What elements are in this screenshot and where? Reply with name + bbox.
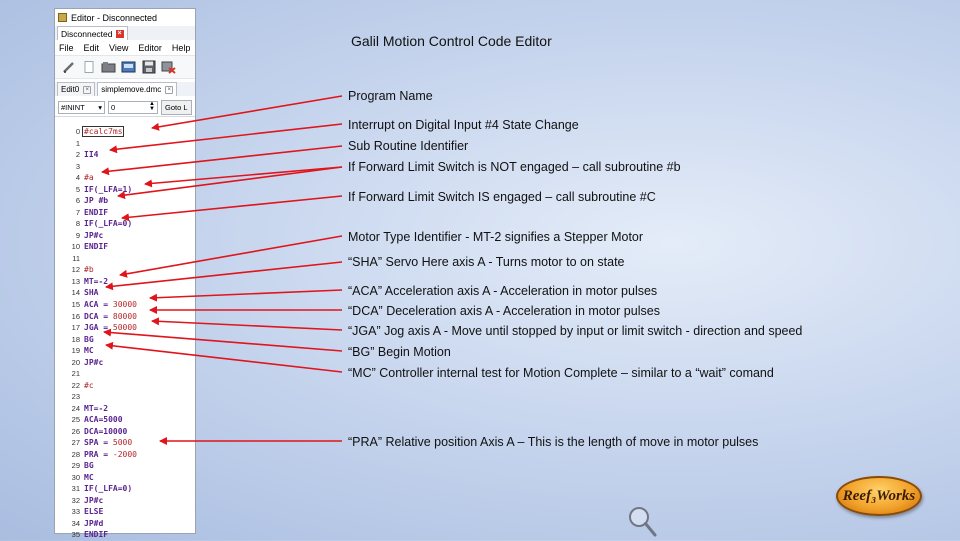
arrow-motor-type [120,236,342,275]
annotation-dca: “DCA” Deceleration axis A - Acceleration in motor pulses [348,304,660,318]
line-number: 15 [71,299,80,309]
code-text: ACA = 30000 [84,299,137,309]
arrow-interrupt [110,124,342,150]
line-number: 22 [71,380,80,390]
code-text: IF(_LFA=1) [84,184,133,194]
code-text: II4 [84,150,99,160]
line-number: 4 [75,173,80,183]
spinner-icon: ▲ ▼ [149,101,155,112]
code-text: DCA = 80000 [84,311,137,321]
chevron-down-icon: ▾ [98,102,102,112]
line-number: 23 [71,392,80,402]
line-number: 11 [72,253,80,263]
close-icon[interactable]: × [165,86,173,94]
code-text: ENDIF [84,207,109,217]
annotation-mc: “MC” Controller internal test for Motion Complete – similar to a “wait” comand [348,366,774,380]
annotation-sha: “SHA” Servo Here axis A - Turns motor to on state [348,255,625,269]
line-number: 10 [71,242,80,252]
annotation-interrupt: Interrupt on Digital Input #4 State Change [348,118,579,132]
line-number: 5 [75,184,80,194]
connection-tab-label: Disconnected [61,28,113,39]
line-number: 35 [71,530,80,540]
code-text: JP#c [84,230,104,240]
code-text: IF(_LFA=0) [84,484,133,494]
reefworks-logo [836,476,922,516]
line-number: 13 [71,276,80,286]
line-number: 17 [71,323,80,333]
code-text: JP#c [84,357,104,367]
line-number: 27 [71,438,80,448]
menu-file[interactable]: File [59,42,74,53]
line-number: 19 [71,346,80,356]
code-text: MT=-2 [84,403,109,413]
line-number: 7 [75,207,80,217]
annotation-subroutine: Sub Routine Identifier [348,139,469,153]
line-number: 2 [75,150,80,160]
close-icon[interactable]: × [117,29,122,37]
magnifier-icon[interactable] [626,505,660,539]
code-text: BG [84,334,94,344]
line-number: 29 [71,461,80,471]
line-number: 1 [75,138,80,148]
line-number: 31 [71,484,80,494]
code-text: MT=-2 [84,276,109,286]
line-number: 30 [71,472,80,482]
line-number: 6 [75,196,80,206]
file-tab-label: simplemove.dmc [101,85,162,94]
code-text: SPA = 5000 [84,438,133,448]
annotation-fls-engaged: If Forward Limit Switch IS engaged – call subroutine #C [348,190,656,204]
annotation-jga: “JGA” Jog axis A - Move until stopped by input or limit switch - direction and speed [348,324,803,338]
code-text: #b [84,265,94,275]
code-text: DCA=10000 [84,426,128,436]
menu-editor[interactable]: Editor [138,42,162,53]
line-number: 9 [75,230,80,240]
goto-line-button[interactable]: Goto L [161,100,192,115]
code-text: JP#d [84,518,104,528]
code-text: ENDIF [84,242,109,252]
line-number: 0 [75,127,80,137]
line-number: 20 [71,357,80,367]
code-text: #a [84,173,94,183]
code-text: JP#c [84,495,104,505]
arrow-sha [106,262,342,287]
annotation-pra: “PRA” Relative position Axis A – This is the length of move in motor pulses [348,435,759,449]
annotation-motor-type: Motor Type Identifier - MT-2 signifies a Stepper Motor [348,230,644,244]
code-text: #calc7ms [84,127,123,137]
line-number: 24 [71,403,80,413]
annotation-aca: “ACA” Acceleration axis A - Acceleration in motor pulses [348,284,658,298]
code-text: #c [84,380,94,390]
arrow-fls-not-b [118,167,342,196]
arrow-program-name [152,96,342,128]
code-text: PRA = -2000 [84,449,137,459]
annotation-fls-not-engaged: If Forward Limit Switch is NOT engaged – call subroutine #b [348,160,681,174]
arrow-jga [152,321,342,330]
line-number: 18 [71,334,80,344]
line-number: 25 [71,415,80,425]
code-text: MC [84,346,94,356]
line-number: 14 [71,288,80,298]
line-number: 33 [71,507,80,517]
label-select-value: #ININT [61,102,85,112]
line-number: 3 [75,161,80,171]
line-number: 28 [71,449,80,459]
logo-text: Reef₃Works [842,487,916,504]
line-number: 34 [71,518,80,528]
line-number: 12 [71,265,80,275]
close-icon[interactable]: × [83,86,91,94]
line-number-value: 0 [111,102,116,112]
menu-view[interactable]: View [109,42,129,53]
line-number: 32 [71,495,80,505]
arrow-subroutine [102,146,342,172]
code-text: IF(_LFA=0) [84,219,133,229]
code-text: ENDIF [84,530,109,540]
arrow-fls-not-a [145,167,342,184]
code-text: ACA=5000 [84,415,123,425]
code-text: SHA [84,288,99,298]
menu-help[interactable]: Help [171,42,191,53]
arrow-aca [150,290,342,298]
code-text: BG [84,461,94,471]
code-text: ELSE [84,507,104,517]
line-number: 8 [75,219,80,229]
annotation-program-name: Program Name [348,89,433,103]
line-number: 21 [71,369,80,379]
line-number: 16 [71,311,80,321]
arrow-fls-is [122,196,342,218]
slide-title: Galil Motion Control Code Editor [351,33,552,49]
line-number: 26 [71,426,80,436]
code-text: JGA = 50000 [84,323,137,333]
arrow-mc [106,345,342,372]
annotation-bg: “BG” Begin Motion [348,345,451,359]
code-text: MC [84,472,94,482]
file-tab-label: Edit0 [61,85,80,94]
code-text: JP #b [84,196,109,206]
menu-edit[interactable]: Edit [83,42,100,53]
window-title: Editor - Disconnected [71,12,158,23]
